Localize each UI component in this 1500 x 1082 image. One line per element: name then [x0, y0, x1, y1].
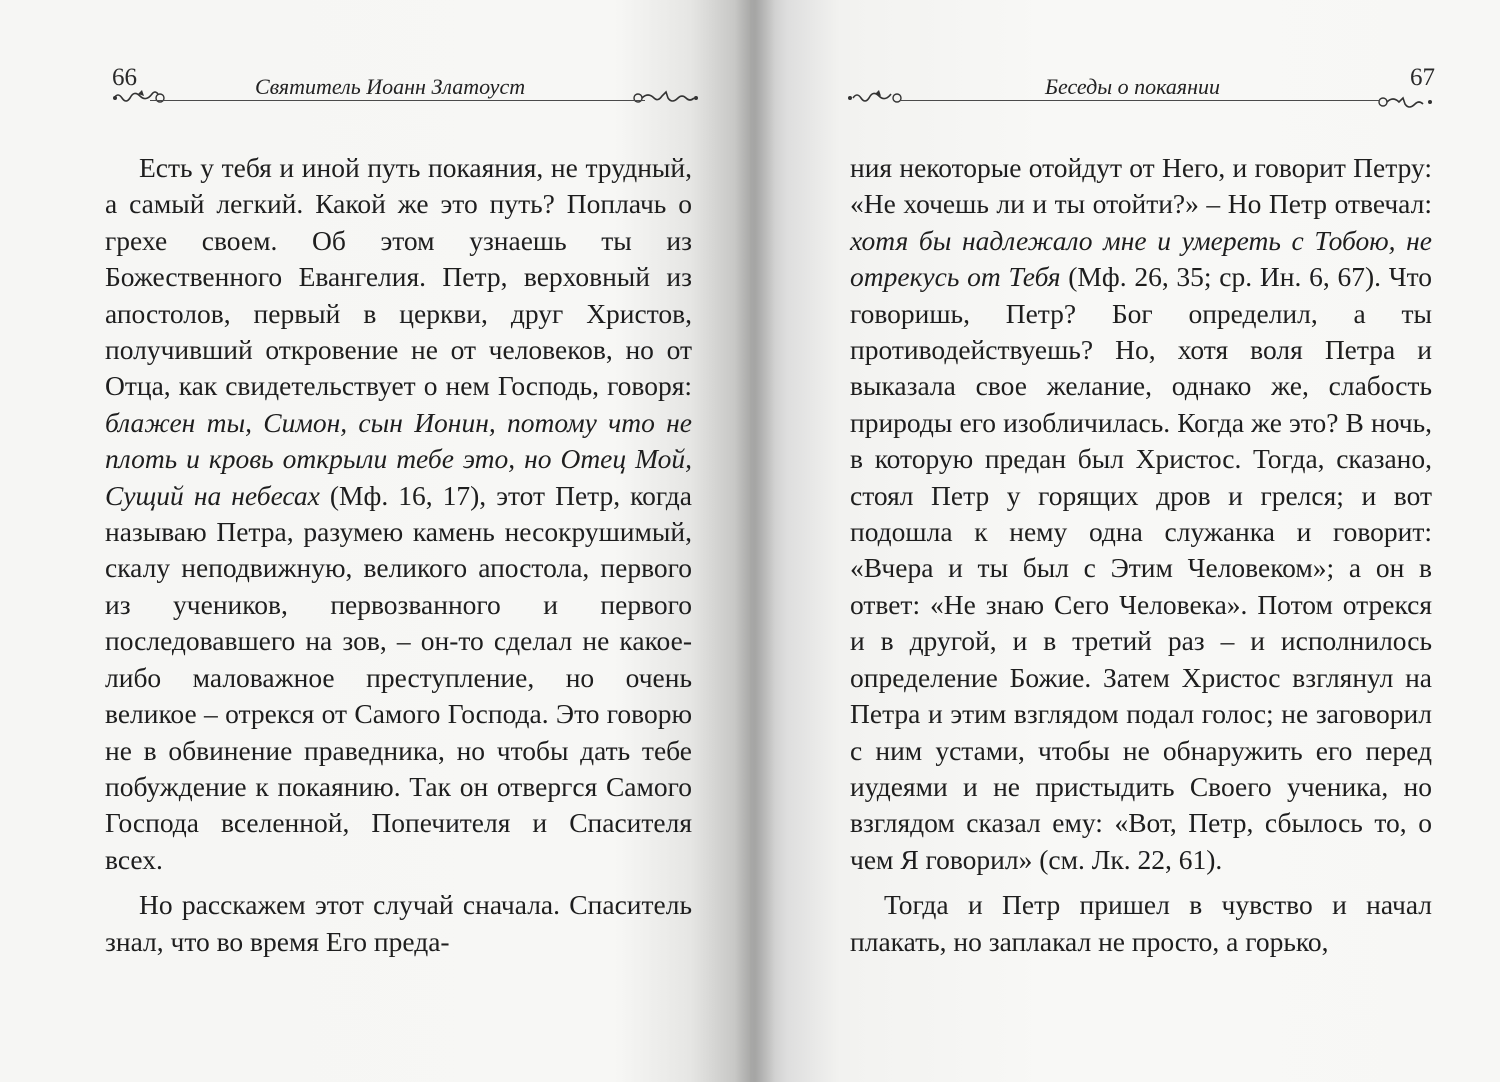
ornament-icon: [110, 86, 170, 108]
right-page-body: [850, 150, 1432, 960]
header-rule: [900, 100, 1380, 101]
text-run: Но расскажем этот случай сначала. Спаситель знал, что во время Его преда-: [105, 889, 692, 957]
italic-quote: хотя бы надлежало мне и умереть с Тобою, не отрекусь от Тебя: [850, 224, 1432, 293]
right-page: [750, 0, 1500, 1082]
ornament-icon: [1375, 90, 1435, 112]
header-rule: [150, 100, 645, 101]
paragraph: [105, 150, 692, 878]
text-run: Тогда и Петр пришел в чувство и начал плакать, но заплакал не просто, а горько,: [850, 889, 1432, 957]
left-page-header: [100, 62, 700, 112]
running-head: Беседы о покаянии: [1045, 74, 1221, 99]
paragraph: [850, 150, 1432, 878]
right-page-header: [845, 62, 1435, 112]
running-head: Святитель Иоанн Златоуст: [255, 74, 526, 99]
page-number: 66: [112, 64, 137, 91]
paragraph: [850, 887, 1432, 960]
text-run: (Мф. 16, 17), этот Петр, когда называю Петра, разумею камень несокрушимый, скалу неподвижную, великого апостола, первого из учеников, первозванного и первого последовавшего на зов, – он-то сделал не какое-либо маловажное преступление, но очень великое – отрекся от Самого Господа. Это говорю не в обвинение праведника, но чтобы дать тебе побуждение к покаянию. Так он отвергся Самого Господа вселенной, Попечителя и Спасителя всех.: [105, 479, 692, 875]
left-page-body: [105, 150, 692, 960]
ornament-icon: [845, 86, 905, 108]
text-run: Есть у тебя и иной путь покаяния, не трудный, а самый легкий. Какой же это путь? Поплачь о грехе своем. Об этом узнаешь ты из Божественного Евангелия. Петр, верховный из апостолов, первый в церкви, друг Христов, получивший откровение не от человеков, но от Отца, как свидетельствует о нем Господь, говоря:: [105, 152, 692, 402]
italic-quote: блажен ты, Симон, сын Ионин, потому что не плоть и кровь открыли тебе это, но Отец Мой, Сущий на небесах: [105, 406, 692, 511]
paragraph: [105, 887, 692, 960]
text-run: ния некоторые отойдут от Него, и говорит Петру: «Не хочешь ли и ты отойти?» – Но Петр отвечал:: [850, 152, 1432, 220]
page-number: 67: [1410, 64, 1435, 91]
book-gutter: [735, 0, 775, 1082]
text-run: (Мф. 26, 35; ср. Ин. 6, 67). Что говоришь, Петр? Бог определил, а ты противодействуешь? Но, хотя воля Петра и выказала свое желание, однако же, слабость природы его изобличилась. Когда же это? В ночь, в которую предан был Христос. Тогда, сказано, стоял Петр у горящих дров и грелся; и вот подошла к нему одна служанка и говорит: «Вчера и ты был с Этим Человеком»; а он в ответ: «Не знаю Сего Человека». Потом отрекся и в другой, и в третий раз – и исполнилось определение Божие. Затем Христос взглянул на Петра и этим взглядом подал голос; не заговорил с ним устами, чтобы не обнаружить его перед иудеями и не пристыдить Своего ученика, но взглядом сказал ему: «Вот, Петр, сбылось то, о чем Я говорил» (см. Лк. 22, 61).: [850, 261, 1432, 875]
ornament-icon: [630, 86, 700, 108]
